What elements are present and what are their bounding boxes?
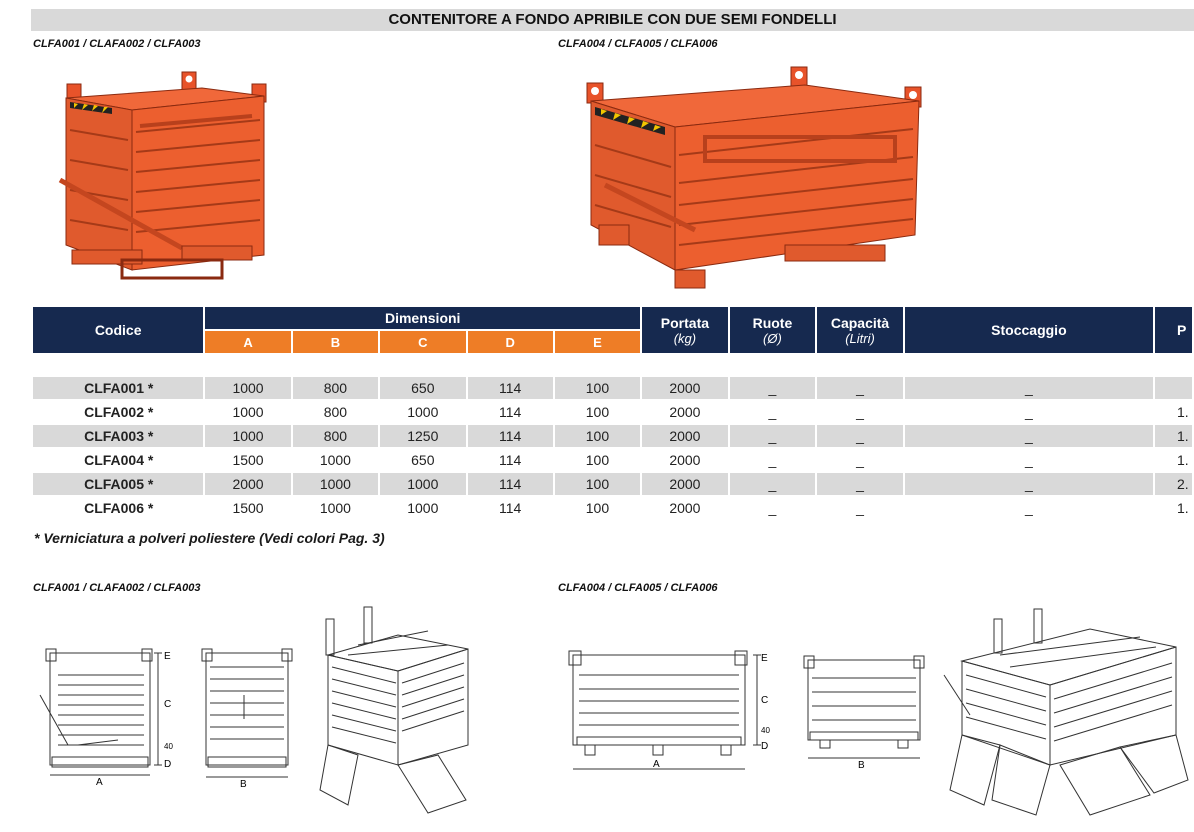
cell-b: 800 xyxy=(293,425,378,447)
cell-e: 100 xyxy=(585,452,610,468)
cell-ruote: _ xyxy=(768,404,777,420)
header-dim-d: D xyxy=(468,331,553,353)
cell-stoccaggio: _ xyxy=(1025,500,1033,516)
cell-c: 650 xyxy=(380,377,465,399)
cell-d: 114 xyxy=(498,404,522,420)
cell-stoccaggio: _ xyxy=(905,377,1153,399)
drawing-front-wide xyxy=(565,645,775,775)
cell-a: 1000 xyxy=(205,377,290,399)
caption-photo-group2: CLFA004 / CLFA005 / CLFA006 xyxy=(558,38,718,50)
cell-portata: 2000 xyxy=(669,452,701,468)
cell-capacita: _ xyxy=(817,425,903,447)
cell-code: CLFA001 * xyxy=(33,377,203,399)
cell-code: CLFA005 * xyxy=(33,473,203,495)
cell-capacita: _ xyxy=(817,473,903,495)
dim-label-b-wide: B xyxy=(858,760,865,770)
page-title: CONTENITORE A FONDO APRIBILE CON DUE SEMI FONDELLI xyxy=(388,11,837,28)
cell-code: CLFA004 * xyxy=(84,452,154,468)
header-peso: P xyxy=(1155,307,1192,353)
dim-label-40: 40 xyxy=(164,742,173,751)
drawing-front-small xyxy=(38,645,180,790)
dim-label-a: A xyxy=(96,777,103,788)
cell-a: 2000 xyxy=(205,473,290,495)
cell-e: 100 xyxy=(585,500,610,516)
drawing-side-small xyxy=(198,645,298,790)
dim-label-a-wide: A xyxy=(653,759,660,770)
cell-portata: 2000 xyxy=(669,404,701,420)
cell-c: 1000 xyxy=(380,473,465,495)
table-row xyxy=(33,377,1192,399)
cell-b: 1000 xyxy=(293,473,378,495)
header-portata-label: Portata xyxy=(660,314,710,331)
dim-label-c-wide: C xyxy=(761,695,769,706)
cell-portata: 2000 xyxy=(642,377,728,399)
cell-portata: 2000 xyxy=(669,500,701,516)
cell-ruote: _ xyxy=(730,473,815,495)
cell-a: 1500 xyxy=(232,452,264,468)
cell-ruote: _ xyxy=(730,377,815,399)
cell-stoccaggio: _ xyxy=(905,425,1153,447)
cell-code: CLFA002 * xyxy=(84,404,154,420)
cell-d: 114 xyxy=(468,425,553,447)
cell-code: CLFA003 * xyxy=(33,425,203,447)
header-ruote-unit: (Ø) xyxy=(763,330,782,346)
cell-d: 114 xyxy=(498,500,522,516)
cell-c: 650 xyxy=(411,452,435,468)
dim-label-c: C xyxy=(164,699,172,710)
header-dimensioni: Dimensioni xyxy=(205,307,640,329)
caption-drawing-group1: CLFA001 / CLAFA002 / CLFA003 xyxy=(33,582,201,594)
header-capacita xyxy=(817,307,903,353)
dim-label-d-wide: D xyxy=(761,741,769,752)
cell-code: CLFA006 * xyxy=(84,500,154,516)
cell-b: 800 xyxy=(293,377,378,399)
cell-stoccaggio: _ xyxy=(1025,452,1033,468)
drawing-isometric-wide xyxy=(940,605,1190,820)
cell-a: 1000 xyxy=(232,404,264,420)
header-codice: Codice xyxy=(33,307,203,353)
cell-peso xyxy=(1155,377,1192,399)
header-dim-c: C xyxy=(380,331,465,353)
caption-drawing-group2: CLFA004 / CLFA005 / CLFA006 xyxy=(558,582,718,594)
cell-peso: 1. xyxy=(1155,425,1192,447)
table-row xyxy=(33,473,1192,495)
spacer-row xyxy=(33,355,1192,375)
cell-capacita: _ xyxy=(817,377,903,399)
header-ruote-label: Ruote xyxy=(752,314,793,331)
dim-label-e-wide: E xyxy=(761,653,768,664)
header-stoccaggio: Stoccaggio xyxy=(905,307,1153,353)
dim-label-d: D xyxy=(164,759,172,770)
cell-ruote: _ xyxy=(768,452,777,468)
header-capacita-label: Capacità xyxy=(830,314,890,331)
header-dim-a: A xyxy=(205,331,290,353)
cell-capacita: _ xyxy=(856,452,864,468)
footnote: * Verniciatura a polveri poliestere (Vedi colori Pag. 3) xyxy=(34,530,385,546)
title-bar xyxy=(31,9,1194,31)
table-row xyxy=(33,497,1192,519)
header-dim-b: B xyxy=(293,331,378,353)
table-row xyxy=(33,401,1192,423)
cell-e: 100 xyxy=(555,425,640,447)
container-photo-wide xyxy=(585,65,925,293)
cell-peso: 1. xyxy=(1176,452,1189,468)
cell-d: 114 xyxy=(468,377,553,399)
cell-capacita: _ xyxy=(856,404,864,420)
cell-stoccaggio: _ xyxy=(905,473,1153,495)
drawing-side-wide xyxy=(800,650,930,770)
cell-a: 1000 xyxy=(205,425,290,447)
cell-e: 100 xyxy=(585,404,610,420)
cell-c: 1250 xyxy=(380,425,465,447)
caption-photo-group1: CLFA001 / CLAFA002 / CLFA003 xyxy=(33,38,201,50)
header-portata xyxy=(642,307,728,353)
cell-b: 1000 xyxy=(319,452,351,468)
container-photo-small xyxy=(52,70,272,292)
header-capacita-unit: (Litri) xyxy=(845,330,875,346)
cell-stoccaggio: _ xyxy=(1025,404,1033,420)
cell-ruote: _ xyxy=(730,425,815,447)
header-dim-e: E xyxy=(555,331,640,353)
cell-capacita: _ xyxy=(856,500,864,516)
cell-e: 100 xyxy=(555,473,640,495)
cell-peso: 1. xyxy=(1176,404,1189,420)
cell-d: 114 xyxy=(468,473,553,495)
cell-a: 1500 xyxy=(232,500,264,516)
dim-label-e: E xyxy=(164,651,171,662)
drawing-isometric-small xyxy=(318,605,478,820)
cell-d: 114 xyxy=(498,452,522,468)
table-row xyxy=(33,449,1192,471)
dim-label-40-wide: 40 xyxy=(761,726,770,735)
spec-table xyxy=(31,305,1194,521)
cell-c: 1000 xyxy=(407,404,439,420)
cell-c: 1000 xyxy=(407,500,439,516)
dim-label-b: B xyxy=(240,779,247,790)
cell-b: 800 xyxy=(323,404,348,420)
cell-b: 1000 xyxy=(319,500,351,516)
cell-peso: 2. xyxy=(1155,473,1192,495)
cell-e: 100 xyxy=(555,377,640,399)
cell-peso: 1. xyxy=(1176,500,1189,516)
table-row xyxy=(33,425,1192,447)
header-row-top xyxy=(33,307,1192,329)
cell-portata: 2000 xyxy=(642,473,728,495)
cell-portata: 2000 xyxy=(642,425,728,447)
header-portata-unit: (kg) xyxy=(673,330,697,346)
header-ruote xyxy=(730,307,815,353)
cell-ruote: _ xyxy=(768,500,777,516)
